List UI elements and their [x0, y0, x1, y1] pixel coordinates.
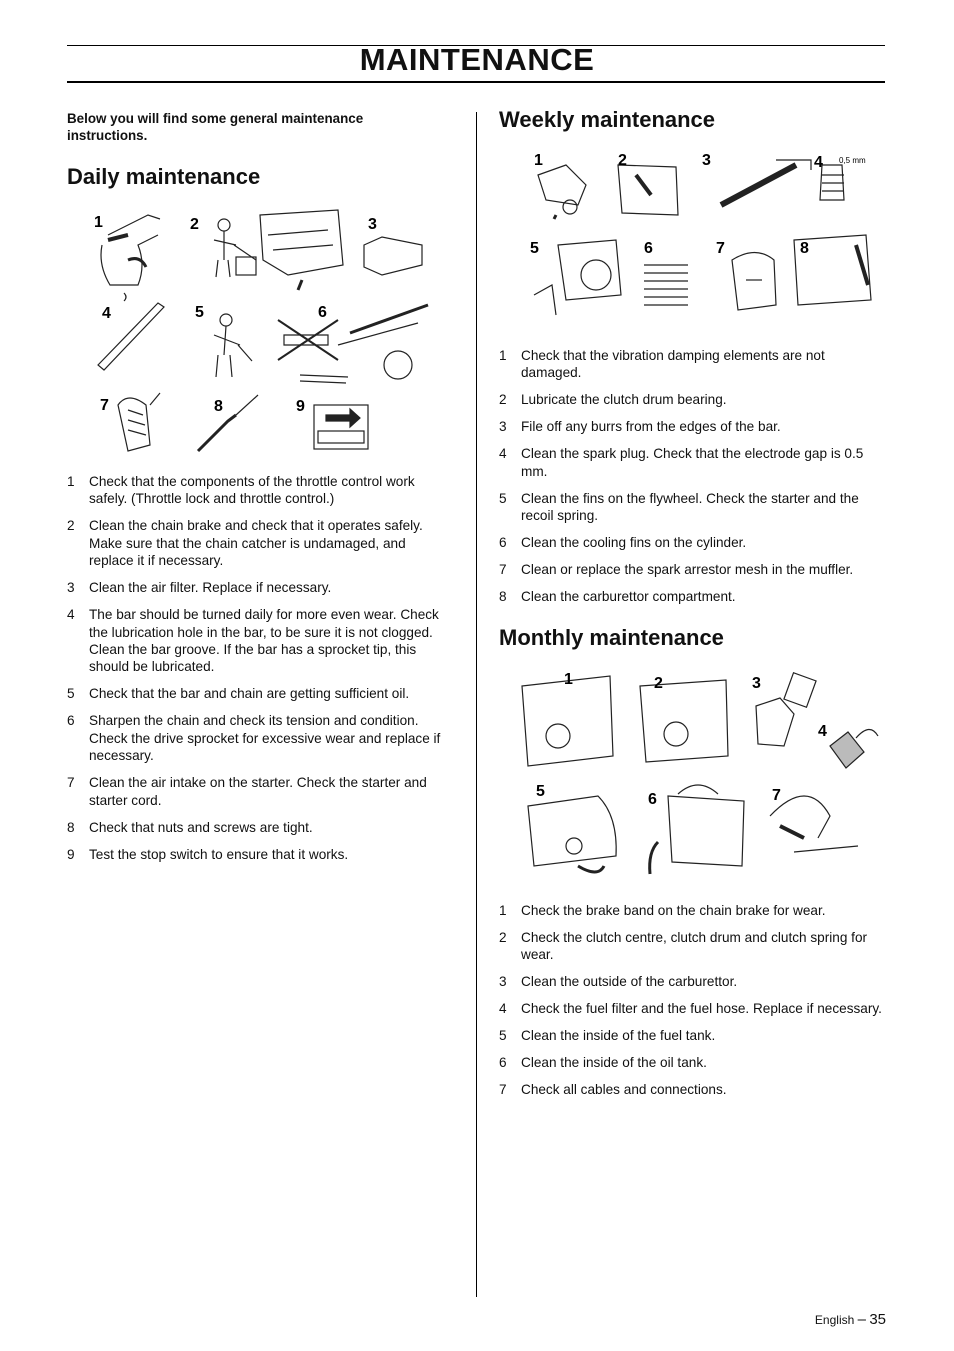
daily-fig-num: 7	[100, 397, 109, 414]
list-item: 7 Clean the air intake on the starter. Check the starter and starter cord.	[67, 775, 427, 808]
daily-illustration	[88, 205, 378, 455]
footer-language: English	[814, 1313, 855, 1327]
weekly-fig-num: 6	[644, 240, 653, 257]
footer-separator: –	[857, 1311, 866, 1328]
list-item: 1 Check the brake band on the chain brake for wear.	[499, 903, 826, 918]
list-item: 6 Clean the inside of the oil tank.	[499, 1055, 707, 1071]
list-item: 3 Clean the air filter. Replace if necessary.	[67, 580, 332, 596]
page-number: 35	[869, 1311, 886, 1328]
list-item: 9 Test the stop switch to ensure that it works.	[67, 846, 349, 862]
daily-fig-num: 5	[195, 304, 204, 321]
list-item: 1 Check that the components of the throttle control work safely. (Throttle lock and throttle control.)	[67, 474, 415, 507]
list-item: 2 Clean the chain brake and check that it operates safely. Make sure that the chain catcher is undamaged, and replace it if necessary.	[67, 518, 423, 569]
intro-text: Below you will find some general maintenance instructions.	[67, 111, 364, 143]
list-item: 4 The bar should be turned daily for more even wear. Check the lubrication hole in the bar, to be sure it is not clogged. Clean the bar groove. If the bar has a sprocket tip, this should be lubricated.	[67, 607, 439, 675]
weekly-heading: Weekly maintenance	[499, 107, 716, 132]
weekly-fig-num: 7	[716, 240, 725, 257]
list-item: 5 Check that the bar and chain are getting sufficient oil.	[67, 686, 410, 702]
list-item: 8 Check that nuts and screws are tight.	[67, 819, 313, 835]
daily-fig-num: 3	[368, 216, 377, 233]
daily-fig-num: 1	[94, 214, 103, 231]
page-footer	[815, 1311, 886, 1328]
list-item: 6 Sharpen the chain and check its tension and condition. Check the drive sprocket for excessive wear and replace if necessary.	[67, 713, 441, 764]
monthly-fig-num: 7	[772, 787, 781, 804]
column-divider	[476, 112, 477, 1297]
weekly-fig-num: 4	[814, 154, 823, 171]
list-item: 1 Check that the vibration damping elements are not damaged.	[499, 348, 825, 381]
title-underline	[67, 81, 885, 83]
monthly-list	[499, 902, 885, 1108]
gap-label: 0,5 mm	[839, 156, 866, 165]
monthly-fig-num: 5	[536, 783, 545, 800]
list-item: 4 Clean the spark plug. Check that the electrode gap is 0.5 mm.	[499, 446, 864, 479]
weekly-fig-num: 2	[618, 152, 627, 169]
weekly-fig-num: 5	[530, 240, 539, 257]
list-item: 3 File off any burrs from the edges of the bar.	[499, 419, 781, 435]
list-item: 4 Check the fuel filter and the fuel hose. Replace if necessary.	[499, 1001, 882, 1017]
weekly-fig-num: 1	[534, 152, 543, 169]
page-title: MAINTENANCE	[359, 42, 595, 77]
list-item: 7 Clean or replace the spark arrestor mesh in the muffler.	[499, 562, 854, 578]
daily-heading: Daily maintenance	[67, 164, 261, 189]
daily-fig-num: 2	[190, 216, 199, 233]
monthly-fig-num: 1	[564, 671, 573, 688]
list-item: 5 Clean the inside of the fuel tank.	[499, 1028, 716, 1044]
monthly-fig-num: 6	[648, 791, 657, 808]
monthly-heading: Monthly maintenance	[499, 625, 724, 650]
weekly-fig-num: 8	[800, 240, 809, 257]
list-item: 5 Clean the fins on the flywheel. Check the starter and the recoil spring.	[499, 490, 859, 524]
list-item: 8 Clean the carburettor compartment.	[499, 589, 736, 605]
weekly-list	[499, 347, 885, 615]
daily-fig-num: 9	[296, 398, 305, 415]
daily-fig-num: 8	[214, 398, 223, 415]
weekly-fig-num: 3	[702, 152, 711, 169]
daily-fig-num: 6	[318, 304, 327, 321]
daily-list	[67, 473, 453, 873]
weekly-illustration	[526, 145, 881, 330]
list-item: 2 Lubricate the clutch drum bearing.	[499, 392, 727, 408]
daily-fig-num: 4	[102, 305, 111, 322]
list-item: 7 Check all cables and connections.	[499, 1082, 727, 1098]
list-item: 2 Check the clutch centre, clutch drum and clutch spring for wear.	[499, 930, 868, 963]
daily-figure-numbers	[94, 214, 377, 415]
monthly-fig-num: 4	[818, 723, 827, 740]
monthly-illustration	[518, 666, 883, 886]
list-item: 6 Clean the cooling fins on the cylinder.	[499, 535, 747, 551]
list-item: 3 Clean the outside of the carburettor.	[499, 974, 738, 990]
monthly-fig-num: 3	[752, 675, 761, 692]
monthly-fig-num: 2	[654, 675, 663, 692]
